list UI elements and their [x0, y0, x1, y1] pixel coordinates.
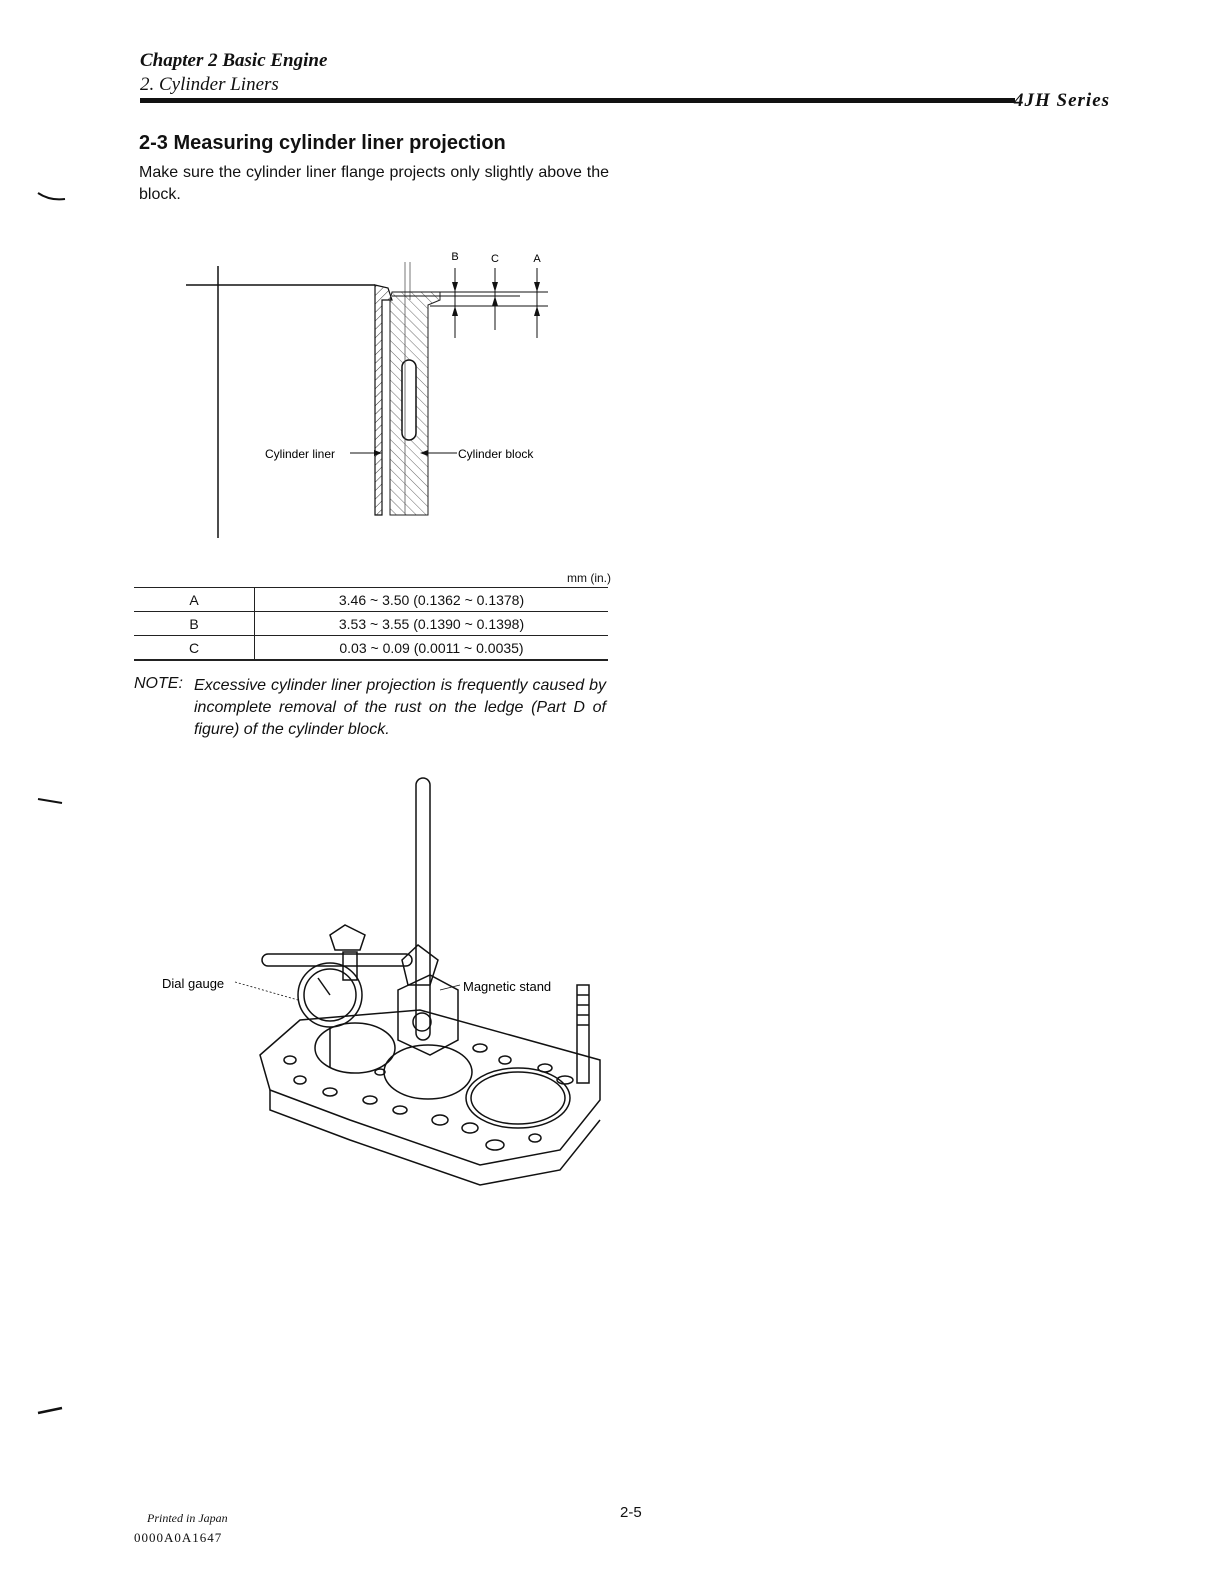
spec-value: 3.53 ~ 3.55 (0.1390 ~ 0.1398) — [255, 612, 609, 636]
printed-in-label: Printed in Japan — [147, 1511, 228, 1525]
table-unit: mm (in.) — [567, 571, 611, 585]
label-a: A — [533, 253, 541, 265]
document-code: 0000A0A1647 — [134, 1530, 223, 1545]
intro-paragraph: Make sure the cylinder liner flange projects only slightly above the block. — [139, 164, 609, 203]
section-heading: 2-3 Measuring cylinder liner projection — [139, 132, 506, 154]
label-c: C — [491, 253, 499, 265]
chapter-title: Chapter 2 Basic Engine — [140, 50, 328, 71]
note-prefix: NOTE: — [134, 675, 183, 692]
cylinder-liner-label: Cylinder liner — [265, 447, 336, 461]
spec-key: C — [134, 636, 255, 661]
series-label: 4JH Series — [1014, 90, 1111, 111]
stand-column — [416, 778, 430, 1040]
cylinder-bore-2 — [384, 1045, 472, 1099]
binding-marks — [0, 0, 70, 1584]
cylinder-bore-3 — [466, 1068, 570, 1128]
spec-value: 0.03 ~ 0.09 (0.0011 ~ 0.0035) — [255, 636, 609, 661]
cylinder-bore-1 — [315, 1023, 395, 1073]
magnetic-stand-label: Magnetic stand — [463, 979, 552, 994]
label-b: B — [451, 251, 459, 263]
spec-key: A — [134, 588, 255, 612]
spec-key: B — [134, 612, 255, 636]
spec-value: 3.46 ~ 3.50 (0.1362 ~ 0.1378) — [255, 588, 609, 612]
section-subtitle: 2. Cylinder Liners — [140, 74, 279, 95]
note-text: Excessive cylinder liner projection is frequently caused by incomplete removal of the rust on the ledge (Part D of figure) of the cylinder block. — [194, 677, 606, 738]
cylinder-block-label: Cylinder block — [458, 447, 534, 461]
dial-gauge-label: Dial gauge — [162, 976, 225, 991]
page-number: 2-5 — [620, 1504, 642, 1521]
